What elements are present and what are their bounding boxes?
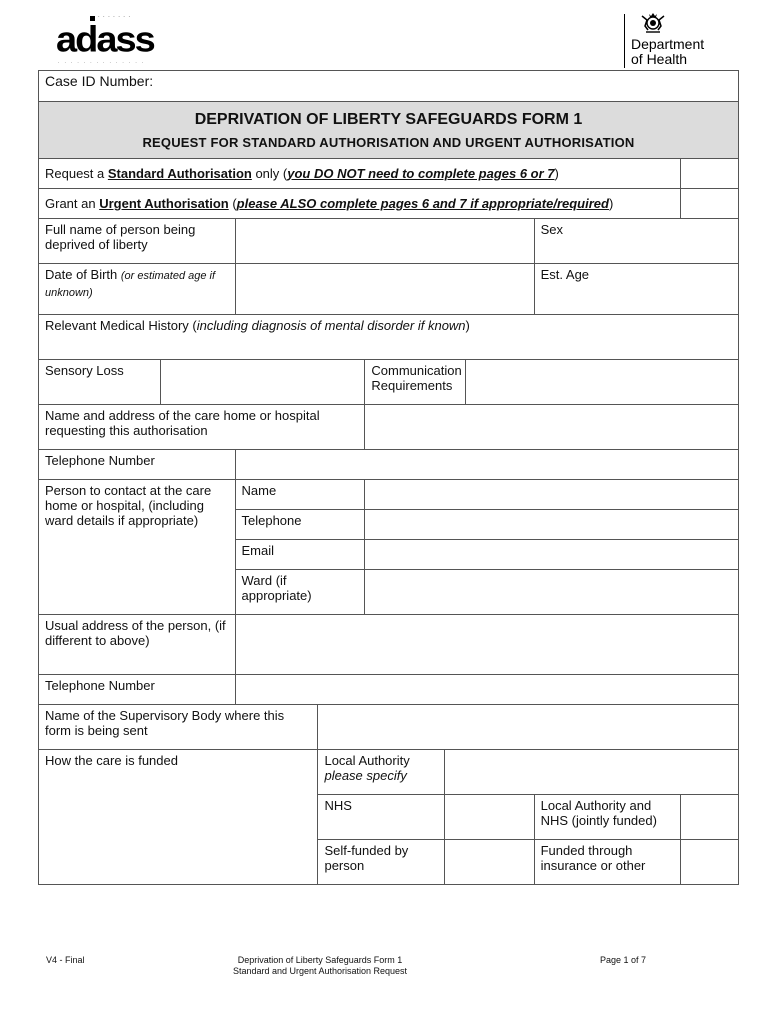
- telephone-field-2[interactable]: [235, 675, 739, 705]
- royal-crest-icon: [640, 12, 666, 34]
- dob-field[interactable]: [235, 264, 534, 315]
- dh-name: [631, 37, 704, 67]
- funding-insurance-checkbox[interactable]: [680, 840, 738, 885]
- funding-self-funded-checkbox[interactable]: [445, 840, 535, 885]
- adass-wordmark: adass: [56, 20, 154, 60]
- funding-la-nhs-label: Local Authority and NHS (jointly funded): [534, 795, 680, 840]
- dob-label: Date of Birth: [45, 267, 118, 282]
- urgent-note: please ALSO complete pages 6 and 7 if appropriate/required: [236, 196, 609, 211]
- case-id-field[interactable]: [39, 71, 739, 102]
- standard-middle: only (: [251, 166, 288, 181]
- full-name-label: Full name of person being deprived of liberty: [39, 219, 236, 264]
- standard-prefix: Request a: [45, 166, 108, 181]
- funding-self-funded-label: Self-funded by person: [318, 840, 445, 885]
- urgent-prefix: Grant an: [45, 196, 100, 211]
- supervisory-body-field[interactable]: [318, 705, 739, 750]
- funding-nhs-checkbox[interactable]: [445, 795, 535, 840]
- communication-field[interactable]: [465, 360, 738, 405]
- medical-history-field[interactable]: [39, 315, 739, 360]
- contact-telephone-field[interactable]: [365, 510, 739, 540]
- contact-ward-label: Ward (if appropriate): [235, 570, 365, 615]
- dh-line2: of Health: [631, 51, 688, 67]
- care-home-label: Name and address of the care home or hospital requesting this authorisation: [39, 405, 365, 450]
- local-authority-text: Local Authority: [324, 753, 410, 768]
- telephone-label-1: Telephone Number: [39, 450, 236, 480]
- footer-version: V4 - Final: [46, 955, 85, 965]
- funding-insurance-label: Funded through insurance or other: [534, 840, 680, 885]
- medical-history-note: including diagnosis of mental disorder if known: [196, 318, 466, 333]
- dols-form-table: [38, 70, 739, 885]
- footer-page-number: Page 1 of 7: [600, 955, 647, 965]
- contact-name-label: Name: [235, 480, 365, 510]
- contact-email-field[interactable]: [365, 540, 739, 570]
- standard-note: you DO NOT need to complete pages 6 or 7: [287, 166, 555, 181]
- dob-label-cell: [39, 264, 236, 315]
- form-title: DEPRIVATION OF LIBERTY SAFEGUARDS FORM 1: [194, 110, 583, 128]
- adass-tagline-bottom: · · · · · · · · · · · · · ·: [58, 60, 146, 65]
- urgent-authorisation-label: Urgent Authorisation: [99, 196, 229, 211]
- funding-nhs-label: NHS: [318, 795, 445, 840]
- contact-ward-field[interactable]: [365, 570, 739, 615]
- dob-note: (or estimated age if unknown): [45, 270, 216, 299]
- usual-address-field[interactable]: [235, 615, 739, 675]
- funding-la-nhs-checkbox[interactable]: [680, 795, 738, 840]
- local-authority-note: please specify: [324, 768, 407, 783]
- sensory-loss-label: Sensory Loss: [39, 360, 161, 405]
- full-name-field[interactable]: [235, 219, 534, 264]
- telephone-field-1[interactable]: [235, 450, 739, 480]
- form-subtitle: REQUEST FOR STANDARD AUTHORISATION AND URGENT AUTHORISATION: [142, 134, 635, 150]
- communication-label: Communication Requirements: [365, 360, 465, 405]
- urgent-middle: (: [228, 196, 237, 211]
- contact-email-label: Email: [235, 540, 365, 570]
- dh-line1: Department: [631, 36, 705, 52]
- care-home-field[interactable]: [365, 405, 739, 450]
- contact-person-label: Person to contact at the care home or hospital, (including ward details if appropriate): [39, 480, 236, 615]
- contact-name-field[interactable]: [365, 480, 739, 510]
- est-age-label: Est. Age: [540, 267, 590, 282]
- funding-label: How the care is funded: [39, 750, 318, 885]
- footer-document-title: [200, 955, 440, 977]
- telephone-label-2: Telephone Number: [39, 675, 236, 705]
- department-of-health-logo: [624, 12, 744, 70]
- sex-label: Sex: [540, 222, 564, 237]
- sex-field[interactable]: [534, 219, 738, 264]
- urgent-authorisation-checkbox[interactable]: [680, 189, 738, 219]
- logo-divider: [624, 14, 625, 68]
- medical-history-close: ): [465, 318, 470, 333]
- adass-tagline-top: · · · · · · ·: [98, 14, 131, 20]
- urgent-authorisation-row: [39, 189, 681, 219]
- standard-suffix: ): [554, 166, 559, 181]
- supervisory-body-label: Name of the Supervisory Body where this form is being sent: [39, 705, 318, 750]
- medical-history-label: Relevant Medical History (: [45, 318, 197, 333]
- contact-telephone-label: Telephone: [235, 510, 365, 540]
- urgent-suffix: ): [608, 196, 614, 211]
- adass-logo: [56, 14, 156, 68]
- standard-authorisation-checkbox[interactable]: [680, 159, 738, 189]
- sensory-loss-field[interactable]: [161, 360, 365, 405]
- case-id-label: Case ID Number:: [45, 73, 154, 89]
- funding-local-authority-label: [318, 750, 445, 795]
- standard-authorisation-row: [39, 159, 681, 189]
- est-age-field[interactable]: [534, 264, 738, 315]
- footer-doc-line1: Deprivation of Liberty Safeguards Form 1: [237, 955, 403, 965]
- footer-doc-line2: Standard and Urgent Authorisation Request: [232, 966, 408, 976]
- standard-authorisation-label: Standard Authorisation: [107, 166, 252, 181]
- usual-address-label: Usual address of the person, (if different to above): [39, 615, 236, 675]
- funding-local-authority-field[interactable]: [445, 750, 739, 795]
- form-title-block: [39, 102, 739, 159]
